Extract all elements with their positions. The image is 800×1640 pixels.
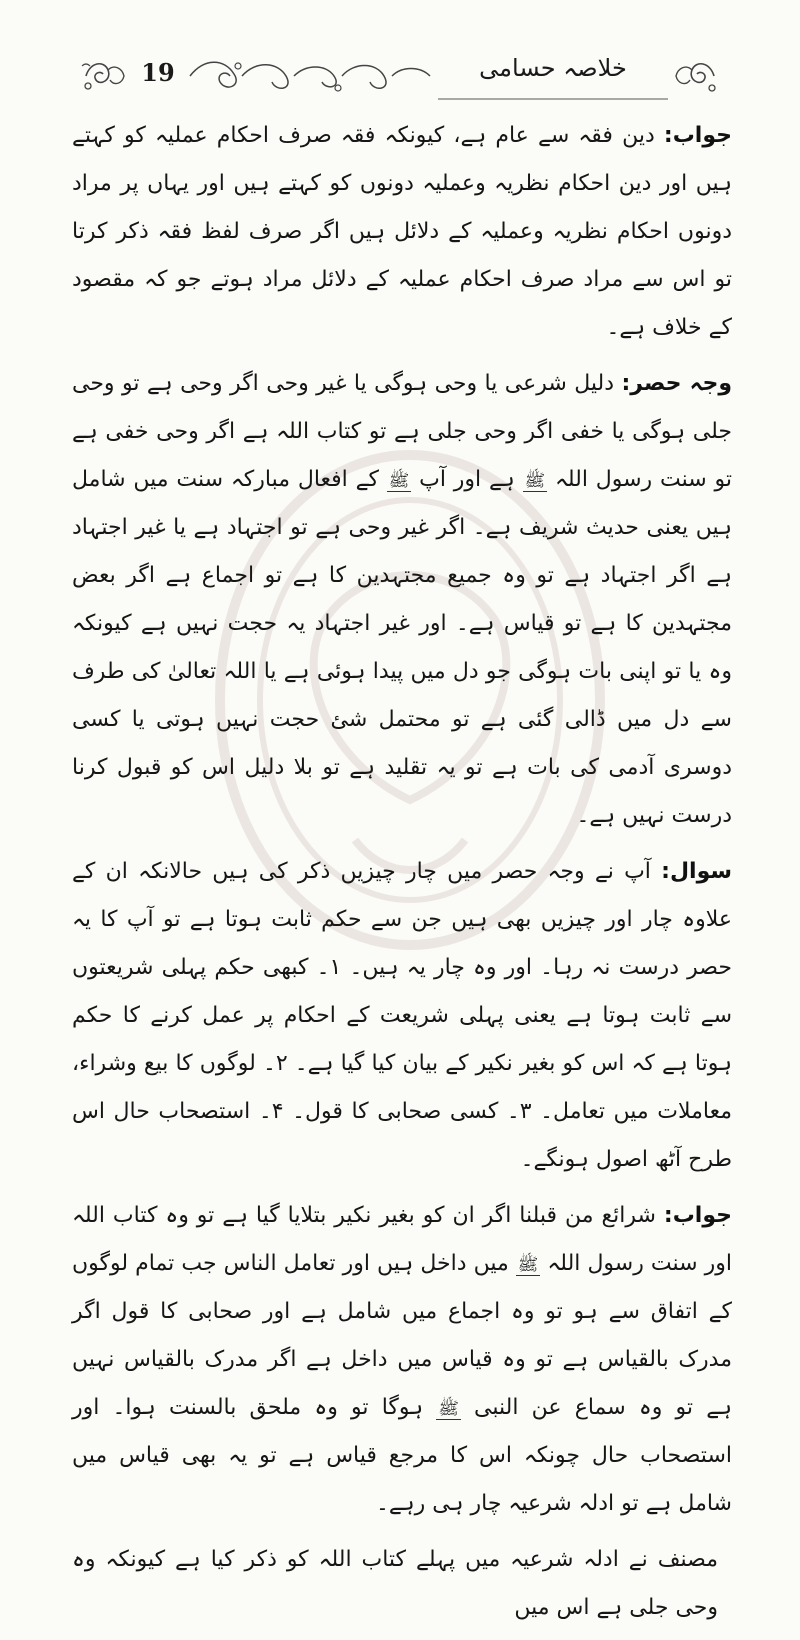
paragraph-label: جواب:: [663, 1203, 732, 1228]
paragraph-label: جواب:: [663, 123, 732, 148]
floral-ornament-icon: [78, 52, 128, 100]
salutation-glyph: ﷺ: [517, 1255, 539, 1275]
answer-paragraph: [72, 112, 732, 352]
paragraph-label: وجہ حصر:: [621, 371, 732, 396]
paragraph-text: ہے اور آپ: [411, 467, 523, 492]
paragraph-text: میں داخل ہیں اور تعامل الناس جب تمام لوگوں کے اتفاق سے ہو تو وہ اجماع میں شامل ہے اور صحابی کا قول اگر مدرک بالقیاس ہے تو وہ قیاس میں داخل ہے اگر مدرک بالقیاس نہیں ہے تو وہ سماع عن النبی: [72, 1251, 732, 1420]
floral-ornament-icon: [672, 52, 722, 100]
paragraph-text: کے افعال مبارکہ سنت میں شامل ہیں یعنی حدیث شریف ہے۔ اگر غیر وحی ہے تو اجتہاد ہے یا غیر اجتہاد ہے اگر اجتہاد ہے تو وہ جمیع مجتہدین کا ہے تو اجماع ہے اگر بعض مجتہدین کا ہے تو قیاس ہے۔ اور غیر اجتہاد یہ حجت نہیں ہے کیونکہ وہ یا تو اپنی بات ہوگی جو دل میں پیدا ہوئی ہے یا اللہ تعالیٰ کی طرف سے دل میں ڈالی گئی ہے تو محتمل شئ حجت نہیں ہوتی یا کسی دوسری آدمی کی بات ہے تو یہ تقلید ہے تو بلا دلیل اس کو قبول کرنا درست نہیں ہے۔: [72, 467, 732, 828]
page-header: [78, 52, 724, 100]
floral-ornament-icon: [186, 52, 436, 100]
paragraph-text: دلیل شرعی یا وحی ہوگی یا غیر وحی اگر وحی ہے تو وحی جلی ہوگی یا خفی اگر وحی جلی ہے تو کتاب اللہ ہے اگر وحی خفی ہے تو سنت رسول اللہ: [72, 371, 732, 492]
paragraph-text: ہوگا تو وہ ملحق بالسنت ہوا۔ اور استصحاب حال چونکہ اس کا مرجع قیاس ہے تو یہ بھی قیاس میں شامل ہے تو ادلہ شرعیہ چار ہی رہے۔: [72, 1395, 732, 1516]
salutation-glyph: ﷺ: [388, 471, 410, 491]
salutation-glyph: ﷺ: [438, 1399, 459, 1419]
reason-paragraph: [72, 360, 732, 840]
page-number: 19: [141, 58, 175, 87]
paragraph-text: شرائع من قبلنا اگر ان کو بغیر نکیر بتلایا گیا ہے تو وہ کتاب اللہ اور سنت رسول اللہ: [72, 1203, 732, 1276]
page-body: [72, 112, 732, 1640]
running-title: خلاصہ حسامی: [479, 54, 627, 82]
paragraph-text: دین فقہ سے عام ہے، کیونکہ فقہ صرف احکام عملیہ کو کہتے ہیں اور دین احکام نظریہ وعملیہ دونوں کو کہتے ہیں اور یہاں پر مراد دونوں احکام نظریہ وعملیہ کے دلائل ہیں اگر صرف لفظ فقہ ذکر کرتا تو اس سے مراد صرف احکام عملیہ کے دلائل مراد ہوتے جو کہ مقصود کے خلاف ہے۔: [72, 123, 732, 340]
question-paragraph: [72, 848, 732, 1184]
paragraph-label: سوال:: [661, 859, 732, 884]
header-rule: [438, 96, 668, 102]
answer-paragraph: [72, 1192, 732, 1528]
closing-paragraph: مصنف نے ادلہ شرعیہ میں پہلے کتاب اللہ کو ذکر کیا ہے کیونکہ وہ وحی جلی ہے اس میں: [72, 1547, 718, 1620]
paragraph-text: آپ نے وجہ حصر میں چار چیزیں ذکر کی ہیں حالانکہ ان کے علاوہ چار اور چیزیں بھی ہیں جن سے حکم ثابت ہوتا ہے تو آپ کا یہ حصر درست نہ رہا۔ اور وہ چار یہ ہیں۔ ۱۔ کبھی حکم پہلی شریعتوں سے ثابت ہوتا ہے یعنی پہلی شریعت کے احکام پر عمل کرنے کا حکم ہوتا ہے کہ اس کو بغیر نکیر کے بیان کیا گیا ہے۔ ۲۔ لوگوں کا بیع وشراء، معاملات میں تعامل۔ ۳۔ کسی صحابی کا قول۔ ۴۔ استصحاب حال اس طرح آٹھ اصول ہونگے۔: [72, 859, 732, 1172]
salutation-glyph: ﷺ: [524, 471, 546, 491]
